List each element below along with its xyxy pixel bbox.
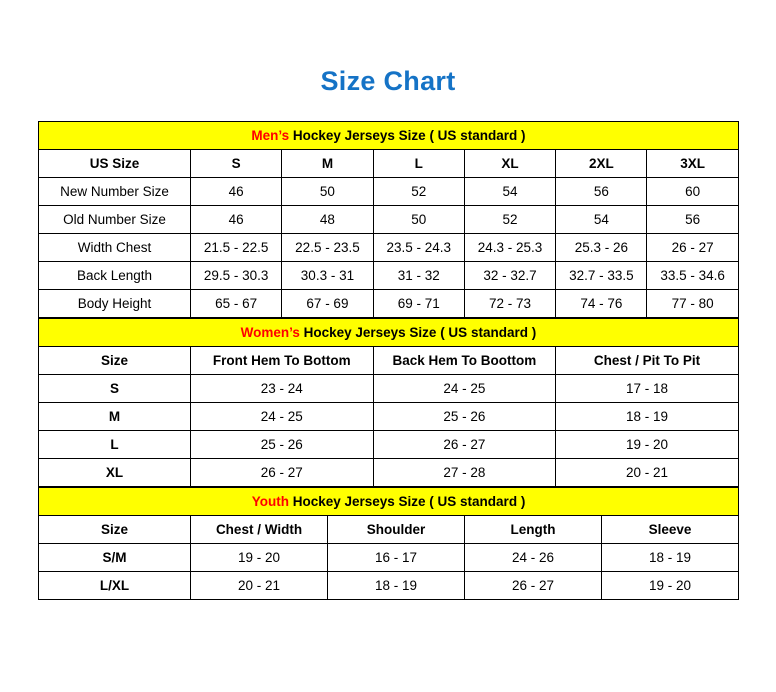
mens-row-0-c5: 56	[556, 178, 647, 206]
table-row	[39, 544, 739, 572]
womens-row-0-c2: 24 - 25	[373, 375, 556, 403]
youth-row-0-c3: 24 - 26	[465, 544, 602, 572]
mens-row-0-c2: 50	[282, 178, 373, 206]
size-chart-tables	[38, 121, 738, 600]
womens-col-1: Front Hem To Bottom	[191, 347, 374, 375]
table-row	[39, 572, 739, 600]
mens-col-3: L	[373, 150, 464, 178]
mens-row-4-c4: 72 - 73	[464, 290, 555, 318]
womens-row-0-c1: 23 - 24	[191, 375, 374, 403]
table-row	[39, 403, 739, 431]
womens-row-0-label: S	[39, 375, 191, 403]
mens-row-2-c6: 26 - 27	[647, 234, 738, 262]
mens-col-1: S	[191, 150, 282, 178]
mens-col-4: XL	[464, 150, 555, 178]
womens-row-1-c3: 18 - 19	[556, 403, 739, 431]
youth-row-1-c3: 26 - 27	[465, 572, 602, 600]
womens-row-0-c3: 17 - 18	[556, 375, 739, 403]
youth-col-3: Length	[465, 516, 602, 544]
mens-row-3-c3: 31 - 32	[373, 262, 464, 290]
womens-size-table	[38, 318, 739, 487]
womens-row-3-c3: 20 - 21	[556, 459, 739, 487]
womens-col-0: Size	[39, 347, 191, 375]
mens-row-3-c4: 32 - 32.7	[464, 262, 555, 290]
mens-row-1-c1: 46	[191, 206, 282, 234]
youth-row-1-c1: 20 - 21	[191, 572, 328, 600]
mens-row-4-c2: 67 - 69	[282, 290, 373, 318]
womens-row-1-label: M	[39, 403, 191, 431]
youth-row-0-c1: 19 - 20	[191, 544, 328, 572]
womens-row-2-c3: 19 - 20	[556, 431, 739, 459]
mens-row-0-c4: 54	[464, 178, 555, 206]
mens-col-5: 2XL	[556, 150, 647, 178]
mens-col-2: M	[282, 150, 373, 178]
mens-row-1-c4: 52	[464, 206, 555, 234]
mens-row-1-c2: 48	[282, 206, 373, 234]
mens-row-1-label: Old Number Size	[39, 206, 191, 234]
youth-row-0-c2: 16 - 17	[328, 544, 465, 572]
table-row	[39, 431, 739, 459]
youth-row-0-label: S/M	[39, 544, 191, 572]
mens-row-2-c4: 24.3 - 25.3	[464, 234, 555, 262]
mens-row-2-c1: 21.5 - 22.5	[191, 234, 282, 262]
mens-column-headers	[39, 150, 739, 178]
youth-size-table	[38, 487, 739, 600]
mens-row-1-c5: 54	[556, 206, 647, 234]
mens-heading-accent: Men’s	[251, 128, 290, 143]
page-title: Size Chart	[320, 66, 456, 96]
youth-row-1-c4: 19 - 20	[602, 572, 739, 600]
table-row	[39, 290, 739, 318]
mens-section-heading	[39, 122, 739, 150]
youth-heading-rest: Hockey Jerseys Size ( US standard )	[288, 494, 526, 509]
mens-size-table	[38, 121, 739, 318]
womens-row-2-label: L	[39, 431, 191, 459]
mens-row-0-label: New Number Size	[39, 178, 191, 206]
mens-col-6: 3XL	[647, 150, 738, 178]
mens-row-4-c6: 77 - 80	[647, 290, 738, 318]
youth-row-0-c4: 18 - 19	[602, 544, 739, 572]
mens-row-3-c5: 32.7 - 33.5	[556, 262, 647, 290]
mens-row-0-c1: 46	[191, 178, 282, 206]
womens-row-3-c2: 27 - 28	[373, 459, 556, 487]
youth-section-heading	[39, 488, 739, 516]
womens-row-2-c2: 26 - 27	[373, 431, 556, 459]
table-row	[39, 375, 739, 403]
womens-col-2: Back Hem To Boottom	[373, 347, 556, 375]
mens-row-2-c3: 23.5 - 24.3	[373, 234, 464, 262]
mens-section-heading-cell	[39, 122, 739, 150]
womens-col-3: Chest / Pit To Pit	[556, 347, 739, 375]
mens-row-2-label: Width Chest	[39, 234, 191, 262]
womens-section-heading	[39, 319, 739, 347]
mens-row-0-c3: 52	[373, 178, 464, 206]
youth-col-4: Sleeve	[602, 516, 739, 544]
mens-heading-rest: Hockey Jerseys Size ( US standard )	[289, 128, 526, 143]
womens-row-1-c2: 25 - 26	[373, 403, 556, 431]
womens-row-1-c1: 24 - 25	[191, 403, 374, 431]
womens-heading-rest: Hockey Jerseys Size ( US standard )	[299, 325, 537, 340]
mens-row-1-c3: 50	[373, 206, 464, 234]
table-row	[39, 206, 739, 234]
mens-row-0-c6: 60	[647, 178, 738, 206]
youth-column-headers	[39, 516, 739, 544]
mens-row-3-c2: 30.3 - 31	[282, 262, 373, 290]
mens-col-0: US Size	[39, 150, 191, 178]
womens-section-heading-cell	[39, 319, 739, 347]
mens-row-2-c2: 22.5 - 23.5	[282, 234, 373, 262]
table-row	[39, 178, 739, 206]
youth-col-1: Chest / Width	[191, 516, 328, 544]
table-row	[39, 234, 739, 262]
mens-row-1-c6: 56	[647, 206, 738, 234]
womens-row-3-label: XL	[39, 459, 191, 487]
mens-row-4-c5: 74 - 76	[556, 290, 647, 318]
mens-row-3-label: Back Length	[39, 262, 191, 290]
youth-row-1-c2: 18 - 19	[328, 572, 465, 600]
womens-row-2-c1: 25 - 26	[191, 431, 374, 459]
youth-col-0: Size	[39, 516, 191, 544]
mens-row-4-label: Body Height	[39, 290, 191, 318]
womens-column-headers	[39, 347, 739, 375]
table-row	[39, 459, 739, 487]
womens-heading-accent: Women’s	[240, 325, 300, 340]
table-row	[39, 262, 739, 290]
mens-row-3-c1: 29.5 - 30.3	[191, 262, 282, 290]
mens-row-2-c5: 25.3 - 26	[556, 234, 647, 262]
womens-row-3-c1: 26 - 27	[191, 459, 374, 487]
youth-col-2: Shoulder	[328, 516, 465, 544]
mens-row-4-c3: 69 - 71	[373, 290, 464, 318]
youth-section-heading-cell	[39, 488, 739, 516]
youth-heading-accent: Youth	[251, 494, 289, 509]
mens-row-3-c6: 33.5 - 34.6	[647, 262, 738, 290]
youth-row-1-label: L/XL	[39, 572, 191, 600]
mens-row-4-c1: 65 - 67	[191, 290, 282, 318]
